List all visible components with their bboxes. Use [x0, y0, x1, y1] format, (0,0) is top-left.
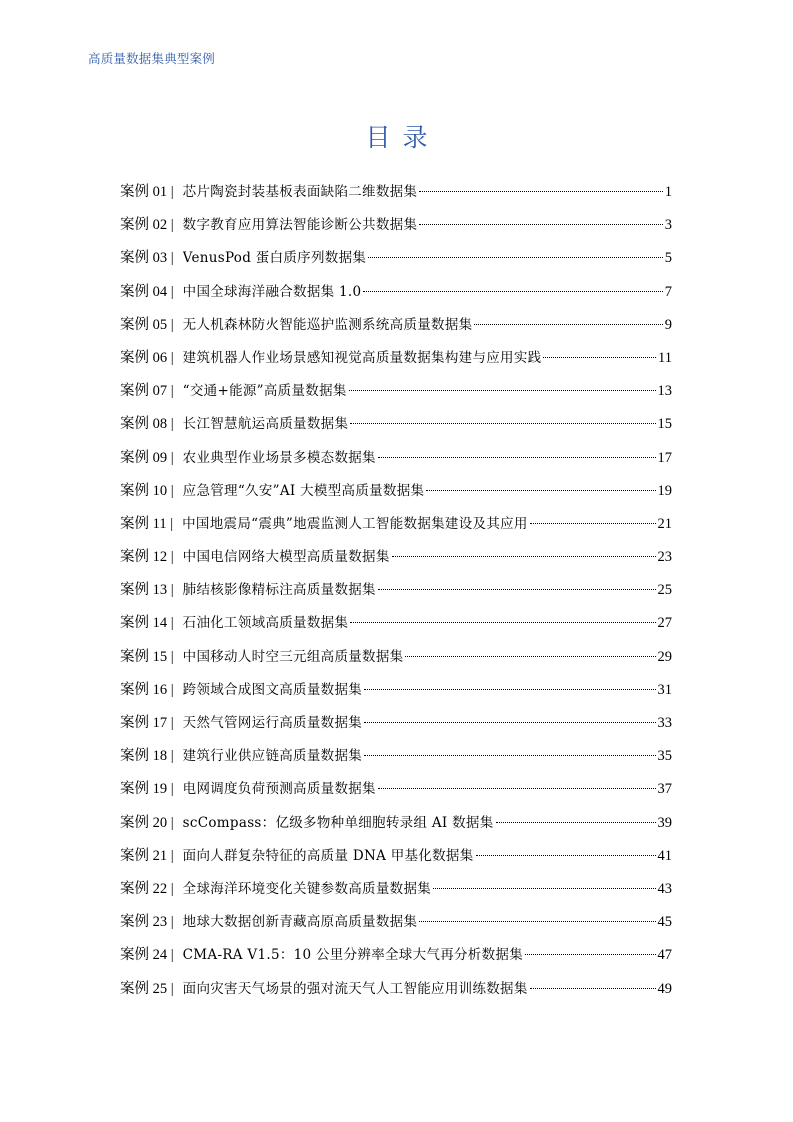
toc-entry-label: 案例 22 |	[120, 880, 174, 897]
toc-entry[interactable]	[120, 209, 672, 242]
toc-entry-leader-dots	[378, 589, 656, 590]
toc-entry-title: 电网调度负荷预测高质量数据集	[182, 781, 376, 798]
toc-entry-leader-dots	[364, 755, 655, 756]
toc-entry-page-number: 47	[657, 947, 672, 964]
running-header: 高质量数据集典型案例	[88, 51, 216, 66]
toc-entry-title: 芯片陶瓷封装基板表面缺陷二维数据集	[182, 184, 418, 200]
toc-entry-label: 案例 08 |	[120, 416, 174, 433]
toc-entry-title: scCompass：亿级多物种单细胞转录组 AI 数据集	[182, 814, 494, 831]
toc-entry-page-number: 43	[657, 880, 672, 897]
toc-entry-leader-dots	[349, 390, 656, 391]
toc-entry[interactable]	[120, 375, 672, 408]
toc-entry-page-number: 19	[657, 482, 672, 499]
toc-entry[interactable]	[120, 674, 672, 707]
toc-entry-title: 农业典型作业场景多模态数据集	[182, 449, 376, 466]
toc-entry-page-number: 31	[657, 681, 672, 698]
toc-entry[interactable]	[120, 342, 672, 375]
toc-entry-title: 中国电信网络大模型高质量数据集	[182, 549, 390, 566]
toc-entry-label: 案例 18 |	[120, 748, 174, 765]
toc-entry-label: 案例 06 |	[120, 349, 174, 366]
toc-entry-page-number: 29	[657, 648, 672, 665]
toc-entry-label: 案例 05 |	[120, 316, 174, 333]
toc-entry-title: 地球大数据创新青藏高原高质量数据集	[182, 914, 418, 931]
toc-entry-leader-dots	[543, 357, 656, 358]
toc-entry-title: “交通+能源”高质量数据集	[182, 383, 347, 400]
toc-entry-page-number: 15	[657, 416, 672, 433]
toc-entry-page-number: 11	[658, 349, 672, 366]
toc-entry-leader-dots	[392, 556, 656, 557]
toc-entry-leader-dots	[350, 423, 655, 424]
toc-entry-title: 面向灾害天气场景的强对流天气人工智能应用训练数据集	[182, 980, 528, 997]
toc-entry-leader-dots	[530, 988, 656, 989]
toc-entry-leader-dots	[496, 822, 656, 823]
toc-entry-title: 中国地震局“震典”地震监测人工智能数据集建设及其应用	[182, 515, 528, 532]
toc-entry-title: 跨领域合成图文高质量数据集	[182, 681, 363, 698]
toc-entry-label: 案例 17 |	[120, 715, 174, 731]
toc-entry-page-number: 7	[664, 283, 672, 300]
toc-entry[interactable]	[120, 408, 672, 441]
toc-entry-page-number: 17	[657, 449, 672, 466]
toc-entry[interactable]	[120, 442, 672, 475]
toc-entry-title: 面向人群复杂特征的高质量 DNA 甲基化数据集	[182, 847, 474, 864]
toc-entry-title: 中国全球海洋融合数据集 1.0	[182, 283, 362, 300]
toc-entry[interactable]	[120, 641, 672, 674]
toc-entry-page-number: 49	[657, 980, 672, 997]
toc-entry-page-number: 3	[664, 217, 672, 234]
toc-entry-label: 案例 25 |	[120, 980, 174, 997]
toc-entry-leader-dots	[419, 191, 662, 192]
toc-entry-page-number: 35	[657, 748, 672, 765]
toc-entry-label: 案例 21 |	[120, 847, 174, 864]
toc-entry-title: 长江智慧航运高质量数据集	[182, 416, 349, 433]
toc-entry-leader-dots	[364, 722, 655, 723]
toc-entry-page-number: 25	[657, 582, 672, 599]
toc-entry-leader-dots	[426, 490, 655, 491]
toc-entry[interactable]	[120, 740, 672, 773]
toc-entry-leader-dots	[525, 954, 655, 955]
toc-entry[interactable]	[120, 906, 672, 939]
toc-entry-title: 应急管理“久安”AI 大模型高质量数据集	[182, 482, 425, 499]
toc-entry-page-number: 37	[657, 781, 672, 798]
toc-entry[interactable]	[120, 541, 672, 574]
toc-entry-label: 案例 24 |	[120, 947, 174, 964]
toc-entry[interactable]	[120, 176, 672, 209]
toc-entry-title: 数字教育应用算法智能诊断公共数据集	[182, 217, 418, 234]
toc-entry-label: 案例 11 |	[120, 515, 174, 532]
toc-entry-page-number: 45	[657, 914, 672, 931]
toc-entry-title: 中国移动人时空三元组高质量数据集	[182, 648, 404, 665]
toc-entry-label: 案例 19 |	[120, 781, 174, 798]
toc-entry-page-number: 9	[664, 316, 672, 333]
toc-entry-title: 无人机森林防火智能巡护监测系统高质量数据集	[182, 316, 473, 333]
toc-entry-leader-dots	[474, 324, 662, 325]
toc-entry-leader-dots	[530, 523, 656, 524]
toc-entry-page-number: 5	[664, 250, 672, 267]
toc-entry-label: 案例 12 |	[120, 549, 174, 566]
toc-entry[interactable]	[120, 807, 672, 840]
toc-entry-title: CMA-RA V1.5：10 公里分辨率全球大气再分析数据集	[182, 947, 524, 964]
toc-entry-title: 石油化工领域高质量数据集	[182, 615, 349, 632]
toc-entry-leader-dots	[350, 622, 655, 623]
toc-entry-label: 案例 07 |	[120, 383, 174, 400]
toc-entry-label: 案例 13 |	[120, 582, 174, 599]
toc-entry-title: 全球海洋环境变化关键参数高质量数据集	[182, 880, 432, 897]
toc-entry-title: 建筑机器人作业场景感知视觉高质量数据集构建与应用实践	[182, 349, 542, 366]
toc-entry[interactable]	[120, 873, 672, 906]
toc-entry-page-number: 33	[657, 715, 672, 731]
toc-entry-leader-dots	[363, 291, 662, 292]
toc-entry-label: 案例 16 |	[120, 681, 174, 698]
toc-entry-title: 肺结核影像精标注高质量数据集	[182, 582, 376, 599]
toc-entry-page-number: 21	[657, 515, 672, 532]
toc-entry-leader-dots	[419, 921, 655, 922]
toc-entry-label: 案例 15 |	[120, 648, 174, 665]
toc-entry-page-number: 39	[657, 814, 672, 831]
toc-entry-leader-dots	[405, 656, 655, 657]
toc-entry-title: VenusPod 蛋白质序列数据集	[182, 250, 367, 267]
toc-entry-leader-dots	[419, 224, 662, 225]
toc-entry-label: 案例 23 |	[120, 914, 174, 931]
toc-entry-label: 案例 09 |	[120, 449, 174, 466]
toc-entry-leader-dots	[476, 855, 656, 856]
toc-entry[interactable]	[120, 475, 672, 508]
toc-entry-leader-dots	[364, 689, 655, 690]
toc-entry[interactable]	[120, 508, 672, 541]
toc-entry[interactable]	[120, 707, 672, 740]
toc-list	[120, 176, 672, 1006]
toc-entry[interactable]	[120, 607, 672, 640]
toc-entry[interactable]	[120, 773, 672, 806]
toc-entry-leader-dots	[378, 457, 656, 458]
toc-entry-label: 案例 04 |	[120, 283, 174, 300]
toc-entry-label: 案例 20 |	[120, 814, 174, 831]
toc-entry[interactable]	[120, 840, 672, 873]
toc-entry[interactable]	[120, 276, 672, 309]
toc-entry-title: 建筑行业供应链高质量数据集	[182, 748, 363, 765]
toc-entry-page-number: 1	[664, 184, 672, 200]
toc-entry-page-number: 23	[657, 549, 672, 566]
toc-title: 目录	[365, 123, 440, 152]
toc-entry-page-number: 13	[657, 383, 672, 400]
toc-entry-title: 天然气管网运行高质量数据集	[182, 715, 363, 731]
toc-entry[interactable]	[120, 242, 672, 275]
toc-entry-label: 案例 03 |	[120, 250, 174, 267]
toc-entry-page-number: 41	[657, 847, 672, 864]
toc-entry[interactable]	[120, 574, 672, 607]
toc-entry-page-number: 27	[657, 615, 672, 632]
toc-entry-leader-dots	[368, 257, 663, 258]
toc-entry[interactable]	[120, 973, 672, 1006]
toc-entry-label: 案例 14 |	[120, 615, 174, 632]
toc-entry-label: 案例 10 |	[120, 482, 174, 499]
toc-entry-leader-dots	[433, 888, 655, 889]
toc-entry-label: 案例 01 |	[120, 184, 174, 200]
toc-entry[interactable]	[120, 939, 672, 972]
toc-entry[interactable]	[120, 309, 672, 342]
toc-entry-leader-dots	[378, 788, 656, 789]
toc-entry-label: 案例 02 |	[120, 217, 174, 234]
